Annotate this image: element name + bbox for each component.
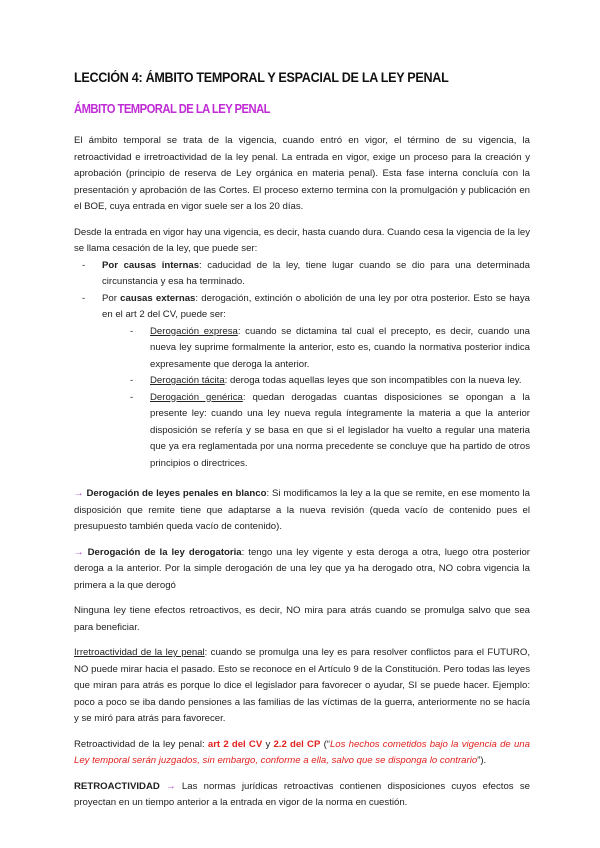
paragraph-intro: El ámbito temporal se trata de la vigencia, cuando entró en vigor, el término de su vigencia, la retroactividad e irretroactividad de la ley penal. La entrada en vigor, exige un proceso para la creación y aprobación (principio de reserva de Ley orgánica en materia penal). Esta fase interna concluía con la presentación y aprobación de las Cortes. El proceso externo termina con la promulgación y publicación en el BOE, cuya entrada en vigor suele ser a los 20 días.	[74, 135, 530, 212]
paragraph-ninguna: Ninguna ley tiene efectos retroactivos, es decir, NO mira para atrás cuando se promulga salvo que sea para beneficiar.	[74, 605, 530, 633]
paragraph-irretroactividad: Irretroactividad de la ley penal: cuando se promulga una ley es para resolver conflictos para el FUTURO, NO puede mirar hacia el pasado. Esto se reconoce en el Artículo 9 de la Constitución. Pero todas las leyes que miran para atrás es porque lo dice el legislador para favorecer o ayudar, SI se puede hacer. Ejemplo: poco a poco se iba dando pensiones a las familias de las víctimas de la guerra, anteriormente no se hacía y se miró para atrás para favorecer.	[74, 647, 530, 724]
list-item: - Por causas internas: caducidad de la ley, tiene lugar cuando se dio para una determinada circunstancia y esa ha terminado.	[74, 258, 530, 291]
paragraph-retroactividad: RETROACTIVIDAD → Las normas jurídicas retroactivas contienen disposiciones cuyos efectos se proyectan en un tiempo anterior a la entrada en vigor de la norma en cuestión.	[74, 780, 530, 808]
lesson-title: LECCIÓN 4: ÁMBITO TEMPORAL Y ESPACIAL DE LA LEY PENAL	[74, 70, 449, 85]
list-item: - Por causas externas: derogación, extinción o abolición de una ley por otra posterior. Esto se haya en el art 2 del CV, puede ser: - Derogación expresa: cuando se dictamina tal cual el precepto, es decir, cuando una nueva ley suprime formalmente la anterior, esto es, cuando la normativa posterior indica expresamente que deroga la anterior. - Derogación tácita: deroga todas aquellas leyes que son incompatibles con la nueva ley. - Derogación genérica: quedan derogadas cuantas disposiciones se opongan a la presente ley: cuando una ley nueva regula íntegramente la materia a que la anterior disposición se refería y se basa en que si el legislador ha vuelto a regular una materia que ya era reglamentada por una norma precedente se concluye que ha partido de otros principios o directrices.	[74, 291, 530, 473]
paragraph-retroactividad-ley: Retroactividad de la ley penal: art 2 del CV y 2.2 del CP (“Los hechos cometidos bajo la vigencia de una Ley temporal serán juzgados, sin embargo, conforme a ella, salvo que se disponga lo contrario”).	[74, 738, 530, 766]
section-heading: ÁMBITO TEMPORAL DE LA LEY PENAL	[74, 102, 270, 116]
list-item: - Derogación tácita: deroga todas aquellas leyes que son incompatibles con la nueva ley.	[102, 373, 530, 390]
arrow-icon: →	[74, 546, 84, 558]
derogaciones-list	[102, 324, 530, 473]
document-page	[74, 70, 530, 821]
paragraph-blanco: → Derogación de leyes penales en blanco: Si modificamos la ley a la que se remite, en ese momento la disposición que remite tiene que adaptarse a la nueva revisión (queda vacío de contenido pues el presupuesto también queda vacío de contenido).	[74, 488, 530, 532]
paragraph-vigencia: Desde la entrada en vigor hay una vigencia, es decir, hasta cuando dura. Cuando cesa la vigencia de la ley se llama cesación de la ley, que puede ser:	[74, 226, 530, 254]
list-item: - Derogación expresa: cuando se dictamina tal cual el precepto, es decir, cuando una nueva ley suprime formalmente la anterior, esto es, cuando la normativa posterior indica expresamente que deroga la anterior.	[102, 324, 530, 374]
causas-list	[74, 258, 530, 473]
arrow-icon: →	[74, 488, 84, 499]
paragraph-derogatoria: → Derogación de la ley derogatoria: tengo una ley vigente y esta deroga a otra, luego otra posterior deroga a la anterior. Por la simple derogación de una ley que ya ha derogado otra, NO cobra vigencia la primera a la que derogó	[74, 546, 530, 591]
list-item: - Derogación genérica: quedan derogadas cuantas disposiciones se opongan a la presente ley: cuando una ley nueva regula íntegramente la materia a que la anterior disposición se refería y se basa en que si el legislador ha vuelto a regular una materia que ya era reglamentada por una norma precedente se concluye que ha partido de otros principios o directrices.	[102, 390, 530, 473]
arrow-icon: →	[166, 780, 176, 792]
